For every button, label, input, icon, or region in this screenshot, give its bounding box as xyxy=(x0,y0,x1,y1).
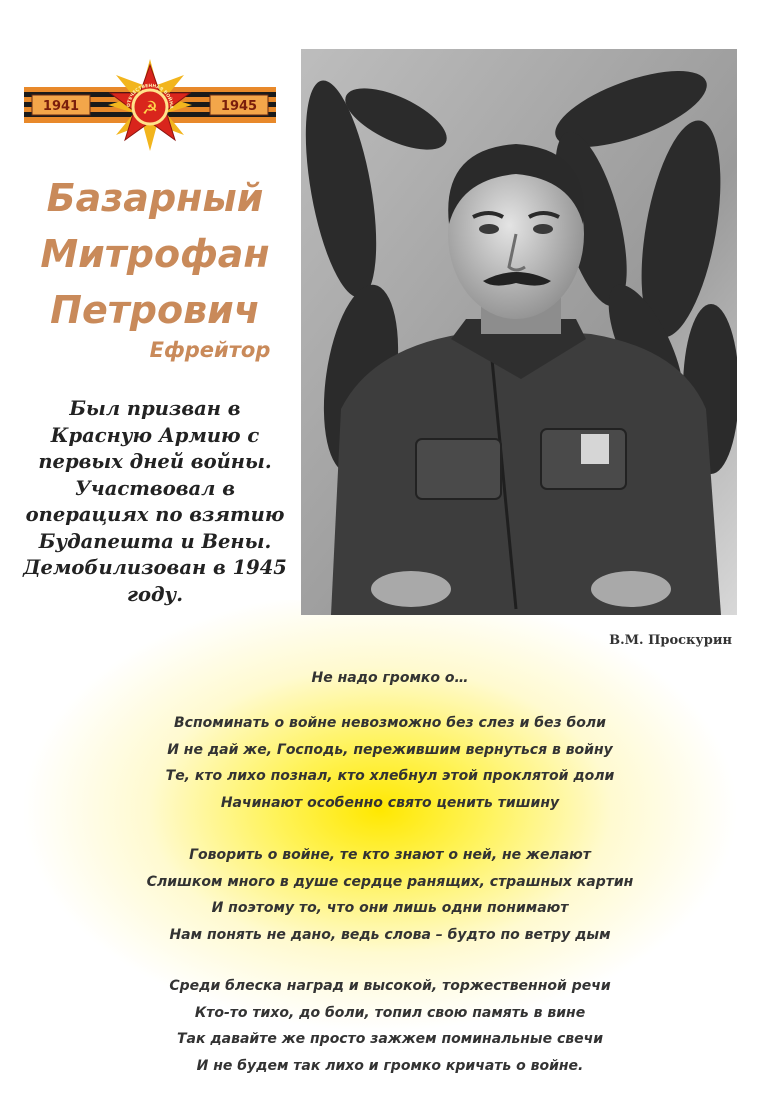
hero-name-first: Базарный xyxy=(46,176,264,220)
emblem-ring-text: ОТЕЧЕСТВЕННАЯ ВОЙНА xyxy=(126,83,174,109)
hero-rank: Ефрейтор xyxy=(149,338,271,362)
bio-line: Был призван в xyxy=(69,397,241,420)
poem-line: Среди блеска наград и высокой, торжественной речи xyxy=(169,978,611,994)
poem-line: И не будем так лихо и громко кричать о войне. xyxy=(196,1057,584,1074)
bio-line: Красную Армию с xyxy=(50,423,260,447)
poem-line: И поэтому то, что они лишь одни понимают xyxy=(211,900,569,916)
hero-portrait-photo xyxy=(301,49,737,615)
poem-line: Те, кто лихо познал, кто хлебнул этой проклятой доли xyxy=(165,768,615,784)
poem-stanza-1 xyxy=(0,710,780,816)
poem-author: В.М. Проскурин xyxy=(609,633,732,648)
bio-line: операциях по взятию xyxy=(25,503,285,526)
hero-name-patronymic: Петрович xyxy=(50,288,260,332)
poem-title: Не надо громко о… xyxy=(311,670,469,686)
bio-line: первых дней войны. xyxy=(38,450,272,473)
victory-emblem xyxy=(24,55,276,155)
poem-line: Вспоминать о войне невозможно без слез и без боли xyxy=(174,715,606,731)
hammer-sickle-icon: ☭ xyxy=(141,98,159,119)
bio-line: Будапешта и Вены. xyxy=(38,529,272,553)
poem-line: Кто-то тихо, до боли, топил свою память в вине xyxy=(194,1004,586,1021)
poem-line: И не дай же, Господь, пережившим вернуться в войну xyxy=(167,741,613,758)
bio-line: году. xyxy=(127,582,183,606)
year-end: 1945 xyxy=(220,99,258,114)
poem-stanza-3 xyxy=(0,973,780,1079)
poem-stanza-2 xyxy=(0,842,780,948)
poem-line: Начинают особенно свято ценить тишину xyxy=(220,794,560,811)
poem-line: Так давайте же просто зажжем поминальные свечи xyxy=(176,1031,604,1047)
poem-line: Говорить о войне, те кто знают о ней, не желают xyxy=(189,847,591,863)
hero-bio xyxy=(12,396,298,608)
poem-line: Слишком много в душе сердце ранящих, страшных картин xyxy=(146,873,634,890)
bio-line: Демобилизован в 1945 xyxy=(23,556,287,579)
hero-name-given: Митрофан xyxy=(40,232,270,276)
bio-line: Участвовал в xyxy=(74,476,236,500)
poem-line: Нам понять не дано, ведь слова – будто по ветру дым xyxy=(169,926,611,943)
year-start: 1941 xyxy=(42,99,80,114)
